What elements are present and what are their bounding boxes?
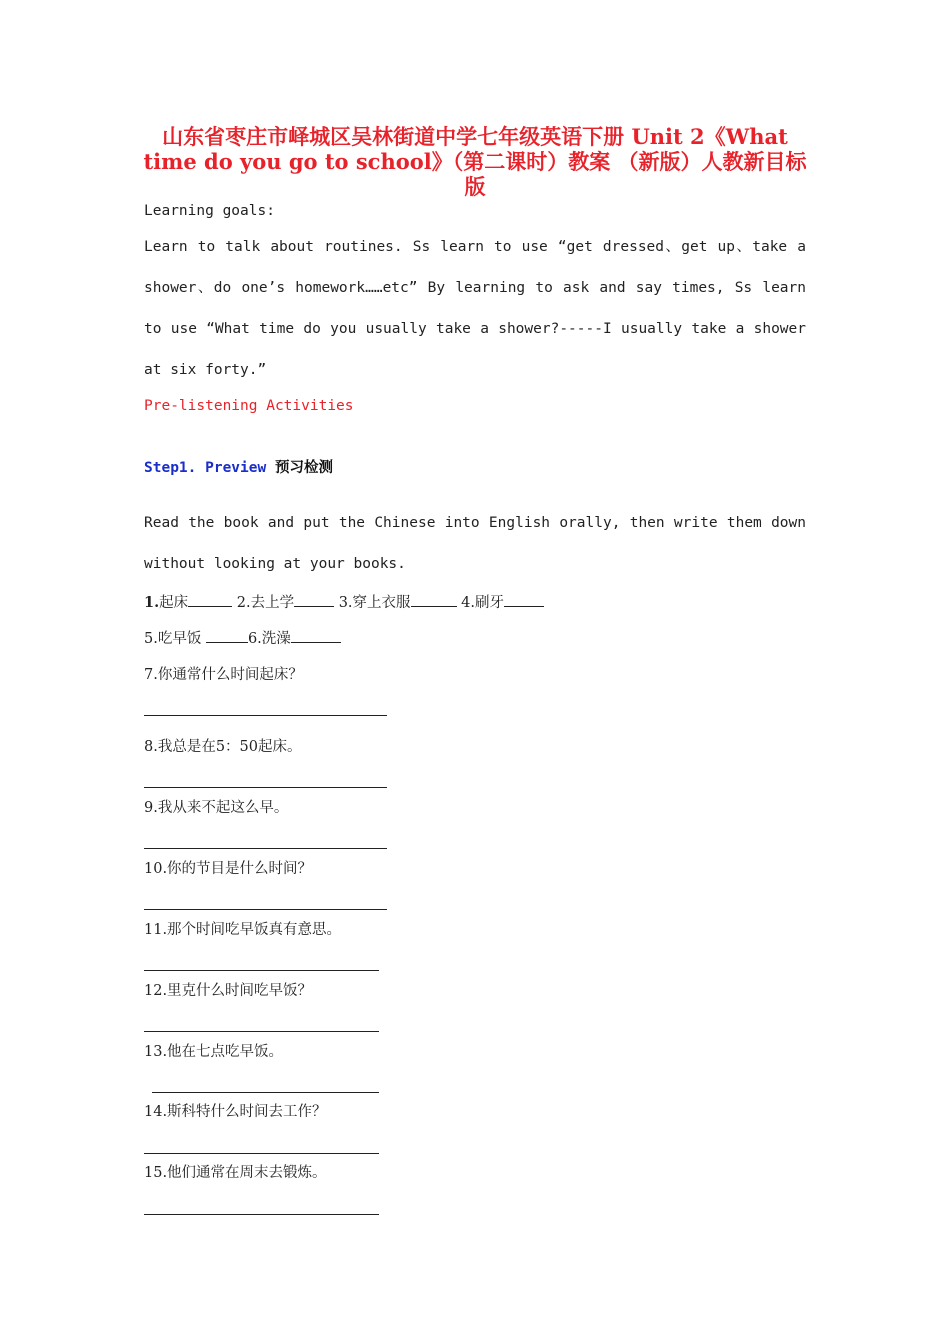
step1-heading xyxy=(144,456,333,477)
answer-line[interactable] xyxy=(144,787,387,788)
sentence-prompt: 11.那个时间吃早饭真有意思。 xyxy=(144,922,342,938)
vocab-chinese: 洗澡 xyxy=(261,631,291,647)
instruction-text: Read the book and put the Chinese into English orally, then write them down without looking at your books. xyxy=(144,515,806,572)
sentence-prompt: 7.你通常什么时间起床？ xyxy=(144,667,303,683)
vocab-number: 3. xyxy=(338,595,353,611)
answer-line[interactable] xyxy=(144,1153,379,1154)
answer-blank[interactable] xyxy=(411,591,457,607)
vocab-chinese: 穿上衣服 xyxy=(352,595,411,611)
learning-goals-heading: Learning goals: xyxy=(144,203,275,219)
answer-line[interactable] xyxy=(152,1092,379,1093)
vocab-row-2 xyxy=(144,627,341,648)
answer-line[interactable] xyxy=(144,1214,379,1215)
answer-blank[interactable] xyxy=(291,627,341,643)
vocab-chinese: 起床 xyxy=(159,595,189,611)
sentence-prompt: 15.他们通常在周末去锻炼。 xyxy=(144,1165,327,1181)
section-heading: Pre-listening Activities xyxy=(144,398,354,414)
sentence-prompt: 13.他在七点吃早饭。 xyxy=(144,1044,284,1060)
answer-line[interactable] xyxy=(144,848,387,849)
vocab-chinese: 吃早饭 xyxy=(157,631,202,647)
answer-line[interactable] xyxy=(144,970,379,971)
vocab-row-1 xyxy=(144,591,544,612)
answer-blank[interactable] xyxy=(206,627,248,643)
vocab-number: 1. xyxy=(144,594,160,611)
sentence-prompt: 14.斯科特什么时间去工作？ xyxy=(144,1104,327,1120)
answer-line[interactable] xyxy=(144,715,387,716)
answer-line[interactable] xyxy=(144,1031,379,1032)
answer-line[interactable] xyxy=(144,909,387,910)
answer-blank[interactable] xyxy=(294,591,334,607)
answer-blank[interactable] xyxy=(188,591,232,607)
sentence-prompt: 9.我从来不起这么早。 xyxy=(144,800,289,816)
learning-goals-text: Learn to talk about routines. Ss learn to use “get dressed、get up、take a shower、do one’s homework……etc” By learning to ask and say times, Ss learn to use “What time do you usually take a shower?-----I usually take a shower at six forty.” xyxy=(144,239,806,378)
vocab-number: 2. xyxy=(236,595,251,611)
vocab-chinese: 刷牙 xyxy=(475,595,504,611)
vocab-chinese: 去上学 xyxy=(250,595,295,611)
sentence-prompt: 8.我总是在5：50起床。 xyxy=(144,739,302,755)
sentence-prompt: 12.里克什么时间吃早饭？ xyxy=(144,983,313,999)
answer-blank[interactable] xyxy=(504,591,544,607)
step1-label: Step1. Preview xyxy=(144,460,267,476)
vocab-number: 4. xyxy=(461,595,475,611)
document-title: 山东省枣庄市峄城区吴林街道中学七年级英语下册 Unit 2《What time do you go to school》（第二课时）教案 （新版）人教新目标版 xyxy=(143,124,807,199)
step1-chinese-label: 预习检测 xyxy=(274,459,333,476)
vocab-number: 5. xyxy=(144,631,158,647)
vocab-number: 6. xyxy=(247,631,262,647)
sentence-prompt: 10.你的节目是什么时间？ xyxy=(144,861,313,877)
